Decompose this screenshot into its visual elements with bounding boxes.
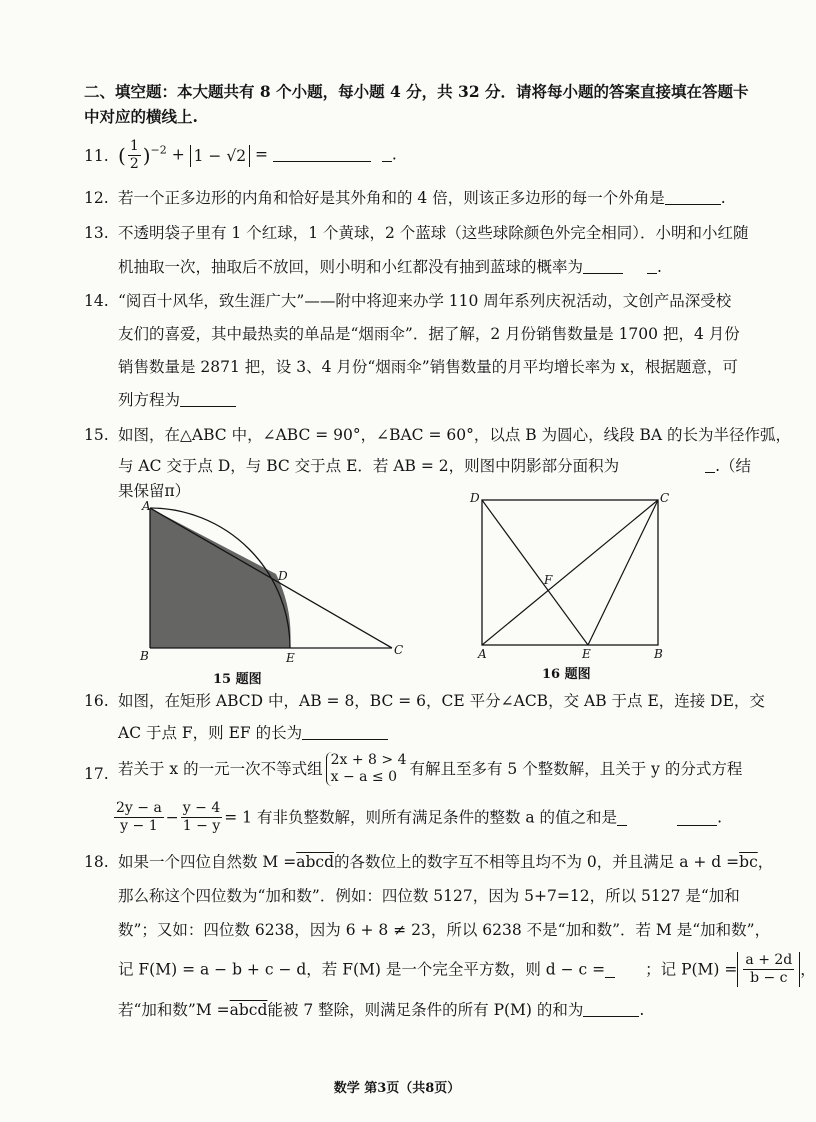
page-footer: 数学 第3页（共8页） bbox=[333, 1081, 461, 1096]
fig15-label-D: D bbox=[278, 569, 288, 583]
fig16-label-D: D bbox=[470, 491, 480, 505]
q17-answer-blank[interactable] bbox=[677, 809, 717, 826]
q12-answer-blank[interactable] bbox=[665, 188, 721, 205]
q11-answer-blank[interactable] bbox=[273, 145, 371, 162]
q16-number: 16. bbox=[84, 692, 109, 710]
fig16-label-F: F bbox=[544, 573, 553, 587]
fig16-label-A: A bbox=[478, 647, 487, 661]
q15-line2: 与 AC 交于点 D，与 BC 交于点 E．若 AB = 2，则图中阴影部分面积为 .（结 bbox=[118, 457, 752, 475]
q16-line2: AC 于点 F，则 EF 的长为 bbox=[118, 722, 388, 744]
fig16-label-B: B bbox=[654, 647, 663, 661]
fig15-label-C: C bbox=[394, 643, 404, 657]
fig16-label-E: E bbox=[582, 647, 591, 661]
q14-answer-blank[interactable] bbox=[180, 390, 236, 407]
q18-abcd: abcd bbox=[296, 853, 334, 871]
q18-answer-blank-1[interactable] bbox=[605, 961, 615, 978]
q15-number: 15. bbox=[84, 426, 109, 444]
q12-number: 12. bbox=[84, 189, 109, 207]
q11-body: ( $\frac{1}{2}$ )$^{-2}$ + 1 − √2 = . bbox=[118, 138, 397, 172]
q18-answer-blank-2[interactable] bbox=[583, 1000, 639, 1017]
q17-fraction-2: $\frac{y - 4}{1 - y}$ bbox=[182, 800, 221, 834]
q18-line1: 如果一个四位自然数 M =abcd的各数位上的数字互不相等且均不为 0，并且满足 $a + d =\overline{bc}$， bbox=[118, 853, 774, 871]
q16-answer-blank[interactable] bbox=[302, 723, 388, 740]
q18-bc: $\overline{bc}$ bbox=[739, 853, 758, 871]
section-title: 二、填空题：本大题共有 8 个小题，每小题 4 分，共 32 分．请将每小题的答案直接填在答题卡 bbox=[84, 82, 749, 101]
q18-p-fraction: $\frac{a + 2d}{b - c}$ bbox=[737, 952, 800, 987]
fig15-label-B: B bbox=[140, 649, 149, 663]
q15-line3: 果保留π） bbox=[118, 482, 191, 500]
q16-line1: 如图，在矩形 ABCD 中，AB = 8，BC = 6，CE 平分∠ACB，交 AB 于点 E，连接 DE，交 bbox=[118, 692, 765, 710]
fig16-label-C: C bbox=[660, 491, 670, 505]
q18-line5: 若“加和数”M =abcd能被 7 整除，则满足条件的所有 P(M) 的和为 . bbox=[118, 1001, 645, 1019]
q12-body: 若一个正多边形的内角和恰好是其外角和的 4 倍，则该正多边形的每一个外角是 . bbox=[118, 189, 726, 207]
q13-line1: 不透明袋子里有 1 个红球，1 个黄球，2 个蓝球（这些球除颜色外完全相同）．小明和小红随 bbox=[118, 224, 749, 242]
q14-line1: “阅百十风华，致生涯广大”——附中将迎来办学 110 周年系列庆祝活动，文创产品深受校 bbox=[118, 292, 732, 310]
fig15-shaded-region bbox=[150, 508, 291, 648]
fig15-label-E: E bbox=[286, 651, 295, 665]
figure-16 bbox=[470, 490, 680, 665]
q11-fraction: $\frac{1}{2}$ bbox=[129, 138, 139, 172]
q15-answer-blank[interactable] bbox=[705, 456, 715, 473]
q17-line1: 若关于 x 的一元一次不等式组 2x + 8 > 4 x − a ≤ 0 有解且至多有 5 个整数解，且关于 y 的分式方程 bbox=[118, 752, 743, 785]
q18-line3: 数”；又如：四位数 6238，因为 6 + 8 ≠ 23，所以 6238 不是“加和数”．若 M 是“加和数”， bbox=[118, 921, 771, 939]
q14-line3: 销售数量是 2871 把，设 3、4 月份“烟雨伞”销售数量的月平均增长率为 x，根据题意，可 bbox=[118, 358, 738, 376]
q14-line2: 友们的喜爱，其中最热卖的单品是“烟雨伞”．据了解，2 月份销售数量是 1700 把，4 月份 bbox=[118, 325, 740, 343]
fig15-caption: 15 题图 bbox=[213, 672, 262, 687]
q18-line2: 那么称这个四位数为“加和数”．例如：四位数 5127，因为 5+7=12，所以 5127 是“加和 bbox=[118, 887, 740, 905]
q17-number: 17. bbox=[84, 765, 109, 783]
section-title-cont: 中对应的横线上. bbox=[84, 107, 198, 126]
q13-line2: 机抽取一次，抽取后不放回，则小明和小红都没有抽到蓝球的概率为 . bbox=[118, 258, 662, 276]
q17-fraction-1: $\frac{2y - a}{y - 1}$ bbox=[116, 800, 162, 834]
q13-answer-blank[interactable] bbox=[583, 257, 623, 274]
q11-absolute-value: 1 − √2 bbox=[190, 145, 250, 167]
q13-number: 13. bbox=[84, 224, 109, 242]
q14-number: 14. bbox=[84, 292, 109, 310]
q17-line2: $\frac{2y - a}{y - 1}$ − $\frac{y - 4}{1 - y}$ = 1 有非负整数解，则所有满足条件的整数 a 的值之和是 . bbox=[116, 800, 722, 834]
fig15-label-A: A bbox=[142, 499, 151, 513]
figure-15 bbox=[130, 500, 420, 670]
fig16-caption: 16 题图 bbox=[542, 667, 591, 682]
q18-line4: 记 F(M) = a − b + c − d，若 F(M) 是一个完全平方数，则 d − c = ；记 P(M) = $\frac{a + 2d}{b - c}$ ， bbox=[118, 952, 816, 986]
q18-number: 18. bbox=[84, 853, 109, 871]
q17-inequality-system: 2x + 8 > 4 x − a ≤ 0 bbox=[326, 752, 407, 786]
q11-number: 11. bbox=[84, 147, 109, 165]
q15-line1: 如图，在△ABC 中，∠ABC = 90°，∠BAC = 60°，以点 B 为圆心，线段 BA 的长为半径作弧， bbox=[118, 426, 792, 444]
q14-line4: 列方程为 bbox=[118, 389, 236, 411]
